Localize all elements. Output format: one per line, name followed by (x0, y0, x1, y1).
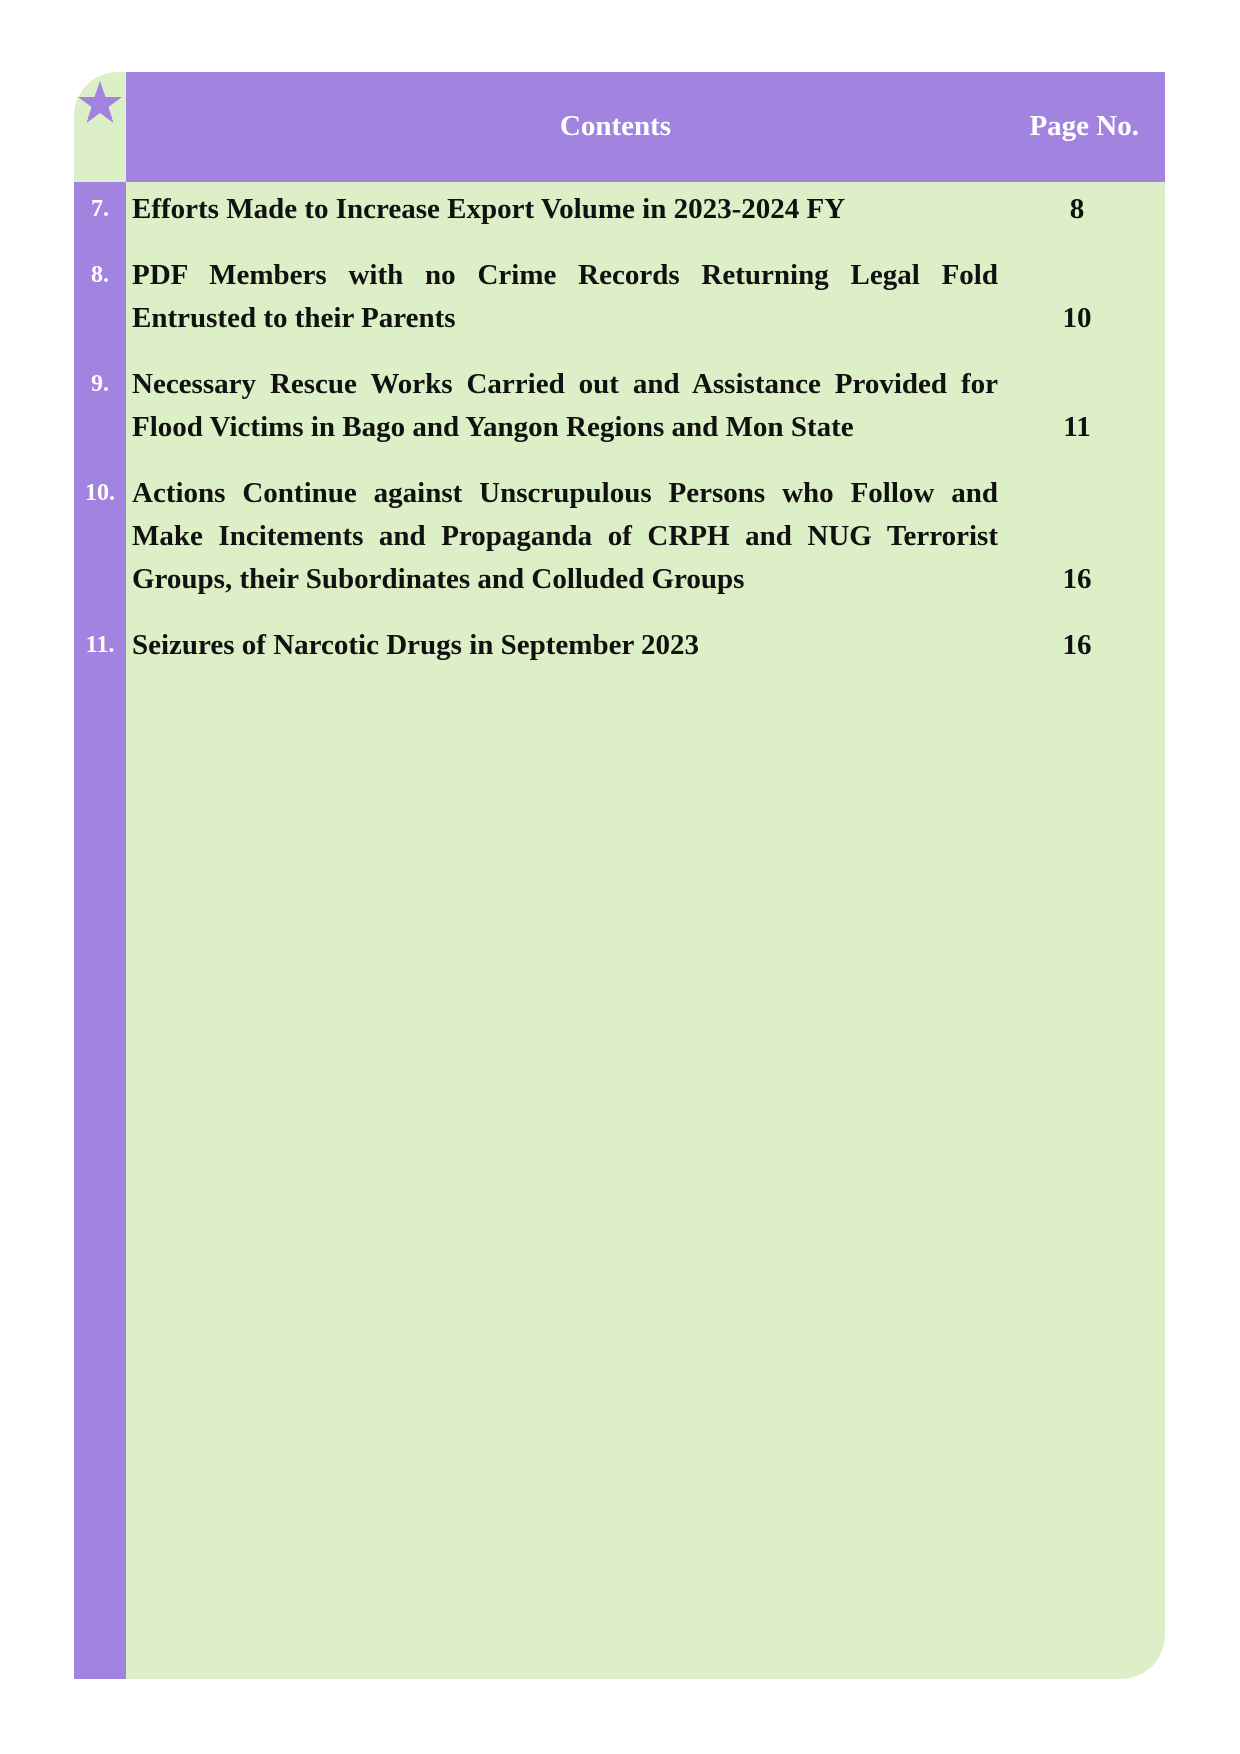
star-icon (76, 77, 124, 135)
page-number-heading: Page No. (1029, 110, 1139, 142)
entry-title: Seizures of Narcotic Drugs in September 2023 (132, 629, 700, 661)
contents-entry[interactable] (74, 472, 1165, 601)
entry-title: Necessary Rescue Works Carried out and Assistance Provided for Flood Victims in Bago and Yangon Regions and Mon State (132, 368, 998, 443)
contents-entry[interactable] (74, 363, 1165, 449)
entry-number: 9. (91, 371, 109, 397)
contents-header (126, 72, 1165, 182)
entry-number: 11. (85, 632, 115, 658)
entry-title: Actions Continue against Unscrupulous Persons who Follow and Make Incitements and Propaganda of CRPH and NUG Terrorist Groups, their Subordinates and Colluded Groups (132, 477, 998, 595)
entry-number: 10. (85, 480, 115, 506)
entry-page-number: 11 (1063, 411, 1091, 443)
entry-page-number: 16 (1062, 629, 1092, 661)
entry-title: PDF Members with no Crime Records Returning Legal Fold Entrusted to their Parents (132, 259, 998, 334)
contents-panel (74, 72, 1165, 1679)
entry-page-number: 16 (1062, 563, 1092, 595)
entry-number: 8. (91, 262, 109, 288)
contents-entry[interactable] (74, 624, 1165, 667)
entry-page-number: 10 (1062, 302, 1092, 334)
entry-page-number: 8 (1069, 193, 1085, 225)
contents-entry[interactable] (74, 254, 1165, 340)
contents-list (74, 182, 1165, 690)
entry-number: 7. (91, 196, 109, 222)
entry-title: Efforts Made to Increase Export Volume in 2023-2024 FY (132, 193, 846, 225)
contents-heading: Contents (559, 110, 672, 142)
contents-entry[interactable] (74, 182, 1165, 231)
